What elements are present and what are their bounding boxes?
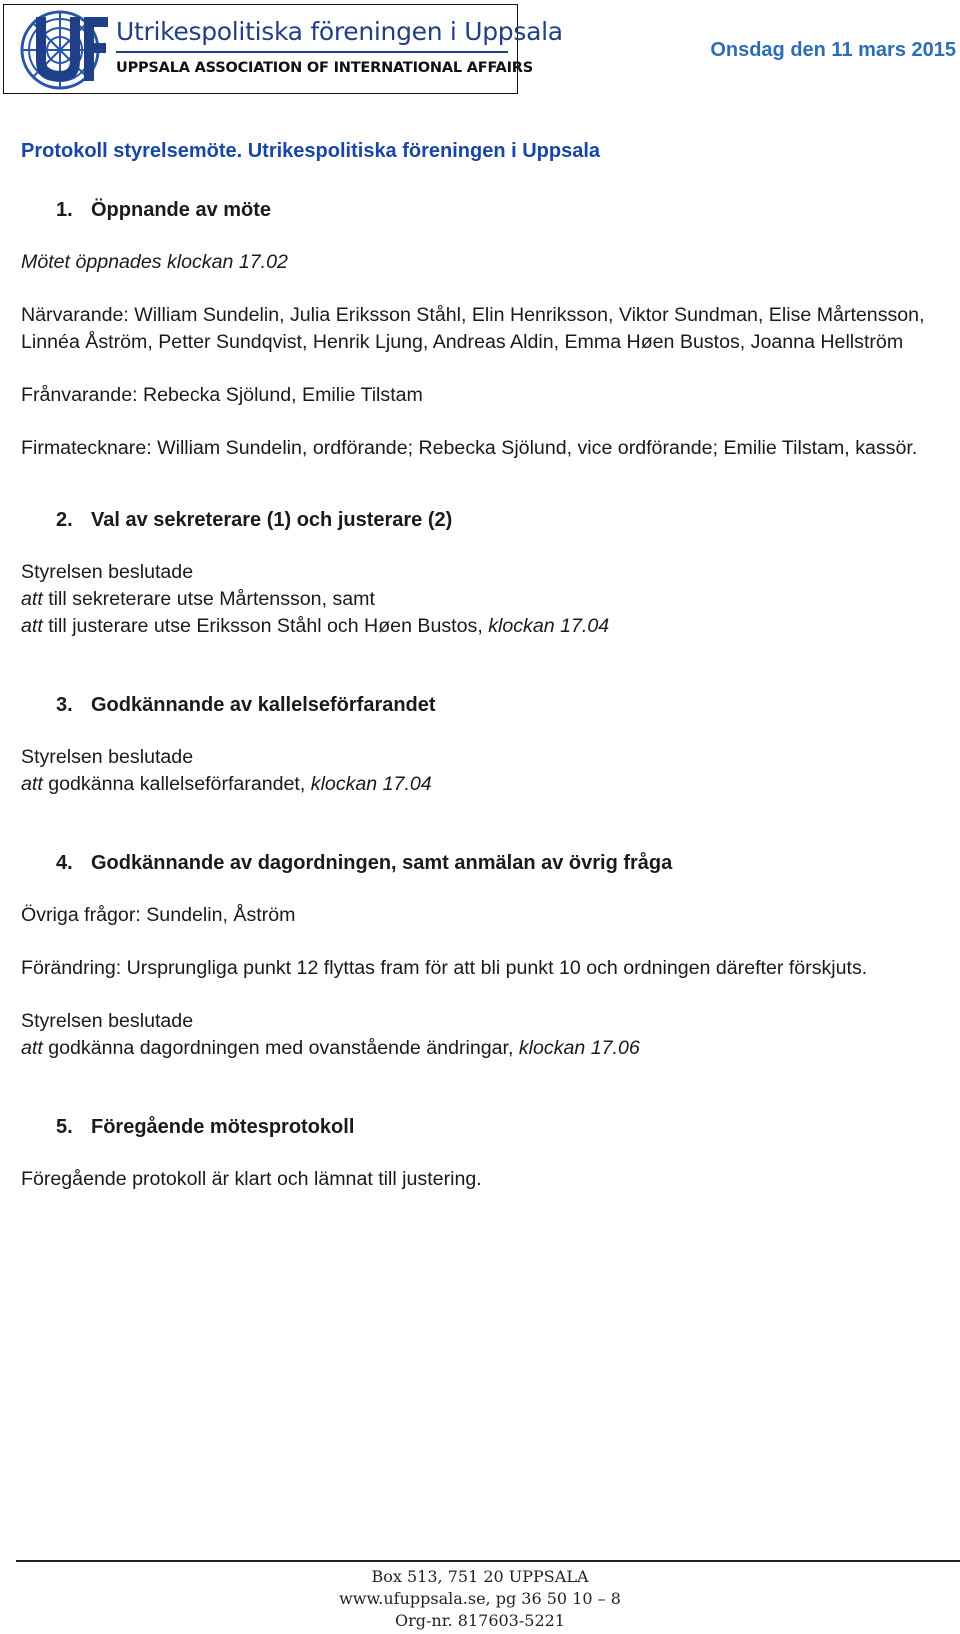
att-word: att — [21, 588, 43, 610]
association-logo — [3, 4, 563, 94]
attendees-absent: Frånvarande: Rebecka Sjölund, Emilie Tilstam — [21, 384, 423, 406]
meeting-date: Onsdag den 11 mars 2015 — [710, 39, 956, 61]
logo-divider — [116, 51, 508, 53]
decision-intro: Styrelsen beslutade — [21, 746, 194, 768]
other-questions: Övriga frågor: Sundelin, Åström — [21, 904, 296, 926]
logo-name-english: UPPSALA ASSOCIATION OF INTERNATIONAL AFFAIRS — [116, 60, 533, 76]
decision-intro: Styrelsen beslutade — [21, 1010, 194, 1032]
decision-time: klockan 17.04 — [488, 615, 610, 637]
att-word: att — [21, 773, 43, 795]
previous-minutes-text: Föregående protokoll är klart och lämnat till justering. — [21, 1168, 482, 1190]
section-heading-4 — [21, 850, 956, 877]
footer-web: www.ufuppsala.se, pg 36 50 10 – 8 — [339, 1589, 621, 1608]
section-number: 2. — [56, 509, 73, 531]
section-heading-2 — [21, 507, 956, 534]
logo-name-swedish: Utrikespolitiska föreningen i Uppsala — [116, 17, 563, 46]
decision-text: godkänna dagordningen med ovanstående ändringar, — [42, 1037, 519, 1059]
attendees-present: Närvarande: William Sundelin, Julia Eriksson Ståhl, Elin Henriksson, Viktor Sundman, Elise Mårtensson, Linnéa Åström, Petter Sundqvist, Henrik Ljung, Andreas Aldin, Emma Høen Bustos, Joanna Hellström — [21, 304, 925, 353]
decision-text: till sekreterare utse Mårtensson, samt — [42, 588, 375, 610]
decision-line — [21, 613, 956, 640]
att-word: att — [21, 1037, 43, 1059]
decision-intro: Styrelsen beslutade — [21, 561, 194, 583]
document-title: Protokoll styrelsemöte. Utrikespolitiska föreningen i Uppsala — [21, 140, 601, 162]
section-title: Val av sekreterare (1) och justerare (2) — [91, 509, 453, 531]
footer-contact — [0, 1566, 960, 1632]
decision-line — [21, 771, 956, 798]
decision-text: till justerare utse Eriksson Ståhl och Høen Bustos, — [42, 615, 489, 637]
agenda-change: Förändring: Ursprungliga punkt 12 flyttas fram för att bli punkt 10 och ordningen därefter förskjuts. — [21, 957, 868, 979]
section-number: 3. — [56, 694, 73, 716]
footer-divider — [16, 1560, 960, 1562]
footer-address: Box 513, 751 20 UPPSALA — [371, 1567, 589, 1586]
globe-monogram-icon — [18, 9, 110, 91]
footer-org-number: Org-nr. 817603-5221 — [395, 1611, 565, 1630]
decision-time: klockan 17.06 — [518, 1037, 640, 1059]
decision-line — [21, 586, 956, 613]
section-title: Godkännande av kallelseförfarandet — [91, 694, 436, 716]
letterhead — [0, 0, 960, 100]
section-title: Föregående mötesprotokoll — [91, 1116, 355, 1138]
signatories: Firmatecknare: William Sundelin, ordförande; Rebecka Sjölund, vice ordförande; Emilie Tilstam, kassör. — [21, 437, 918, 459]
att-word: att — [21, 615, 43, 637]
section-number: 4. — [56, 852, 73, 874]
section-title: Godkännande av dagordningen, samt anmälan av övrig fråga — [91, 852, 673, 874]
section-heading-1 — [21, 197, 956, 224]
section-number: 1. — [56, 199, 73, 221]
section-number: 5. — [56, 1116, 73, 1138]
section-heading-5 — [21, 1114, 956, 1141]
meeting-opened: Mötet öppnades klockan 17.02 — [21, 251, 288, 273]
decision-line — [21, 1035, 956, 1062]
section-title: Öppnande av möte — [91, 199, 272, 221]
minutes-body — [21, 138, 956, 1193]
decision-text: godkänna kallelseförfarandet, — [42, 773, 311, 795]
decision-time: klockan 17.04 — [310, 773, 432, 795]
section-heading-3 — [21, 692, 956, 719]
